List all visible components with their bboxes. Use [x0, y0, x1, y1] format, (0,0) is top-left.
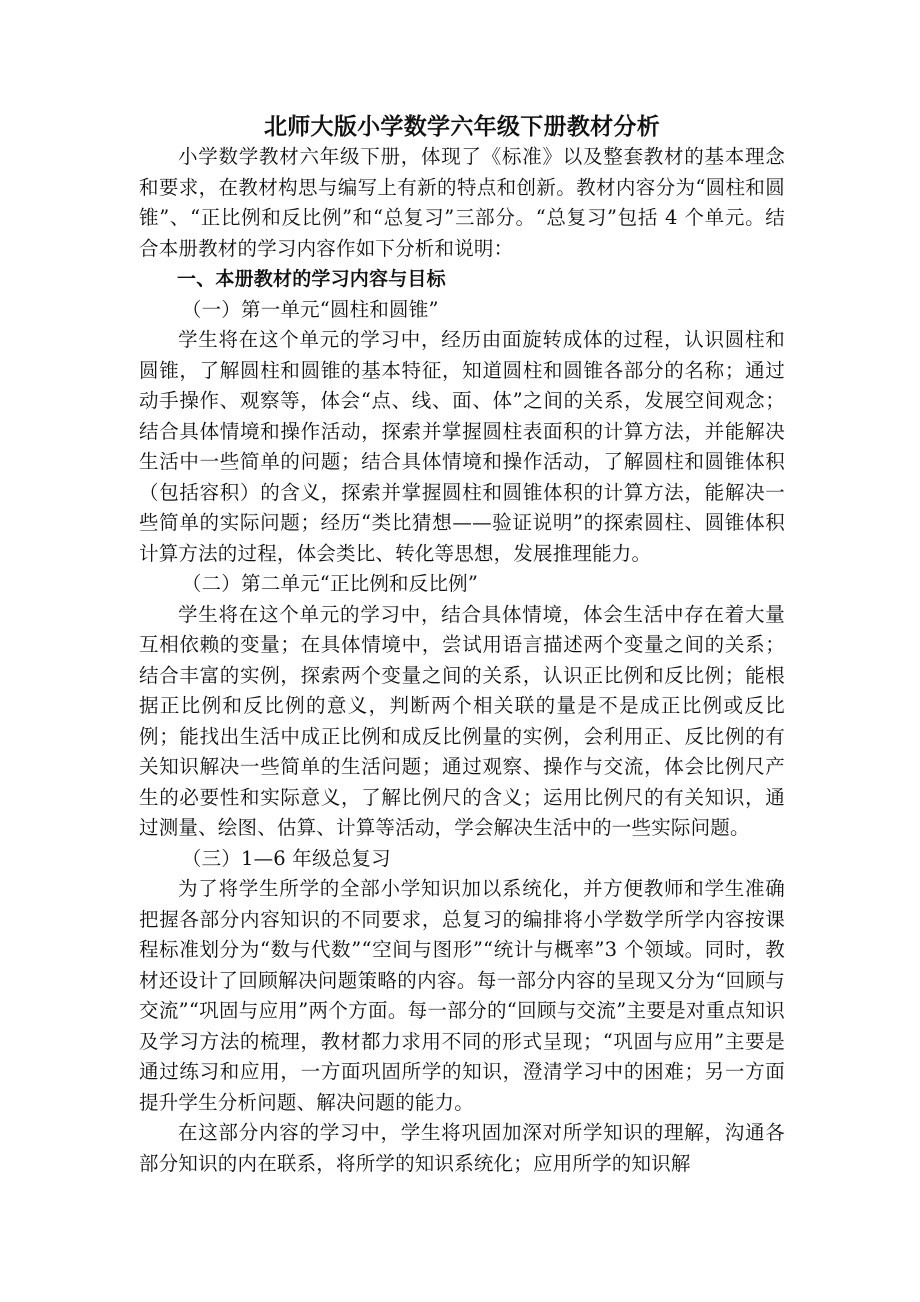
unit2-heading: （二）第二单元“正比例和反比例” [181, 572, 479, 595]
section-heading-content-goals: 一、本册教材的学习内容与目标 [177, 268, 446, 290]
intro-paragraph: 小学数学教材六年级下册，体现了《标准》以及整套教材的基本理念和要求，在教材构思与编写上有新的特点和创新。教材内容分为“圆柱和圆锥”、“正比例和反比例”和“总复习”三部分。“总复习”包括 4 个单元。结合本册教材的学习内容作如下分析和说明： [139, 145, 785, 260]
document-page [139, 112, 785, 1179]
unit2-paragraph: 学生将在这个单元的学习中，结合具体情境，体会生活中存在着大量互相依赖的变量；在具体情境中，尝试用语言描述两个变量之间的关系；结合丰富的实例，探索两个变量之间的关系，认识正比例和反比例；能根据正比例和反比例的意义，判断两个相关联的量是不是成正比例或反比例；能找出生活中成正比例和成反比例量的实例，会利用正、反比例的有关知识解决一些简单的生活问题；通过观察、操作与交流，体会比例尺产生的必要性和实际意义，了解比例尺的含义；运用比例尺的有关知识，通过测量、绘图、估算、计算等活动，学会解决生活中的一些实际问题。 [139, 602, 785, 839]
unit1-heading: （一）第一单元“圆柱和圆锥” [181, 297, 439, 321]
unit3-paragraph: 为了将学生所学的全部小学知识加以系统化，并方便教师和学生准确把握各部分内容知识的不同要求，总复习的编排将小学数学所学内容按课程标准划分为“数与代数”“空间与图形”“统计与概率”3 个领域。同时，教材还设计了回顾解决问题策略的内容。每一部分内容的呈现又分为“回顾与交流”“巩固与应用”两个方面。每一部分的“回顾与交流”主要是对重点知识及学习方法的梳理，教材都力求用不同的形式呈现；“巩固与应用”主要是通过练习和应用，一方面巩固所学的知识，澄清学习中的困难；另一方面提升学生分析问题、解决问题的能力。 [139, 877, 785, 1114]
unit3-heading: （三）1—6 年级总复习 [181, 846, 391, 870]
closing-paragraph: 在这部分内容的学习中，学生将巩固加深对所学知识的理解，沟通各部分知识的内在联系，将所学的知识系统化；应用所学的知识解 [139, 1121, 785, 1175]
document-title: 北师大版小学数学六年级下册教材分析 [263, 114, 661, 140]
unit1-paragraph: 学生将在这个单元的学习中，经历由面旋转成体的过程，认识圆柱和圆锥，了解圆柱和圆锥的基本特征，知道圆柱和圆锥各部分的名称；通过动手操作、观察等，体会“点、线、面、体”之间的关系，发展空间观念；结合具体情境和操作活动，探索并掌握圆柱表面积的计算方法，并能解决生活中一些简单的问题；结合具体情境和操作活动，了解圆柱和圆锥体积（包括容积）的含义，探索并掌握圆柱和圆锥体积的计算方法，能解决一些简单的实际问题；经历“类比猜想——验证说明”的探索圆柱、圆锥体积计算方法的过程，体会类比、转化等思想，发展推理能力。 [139, 328, 785, 565]
